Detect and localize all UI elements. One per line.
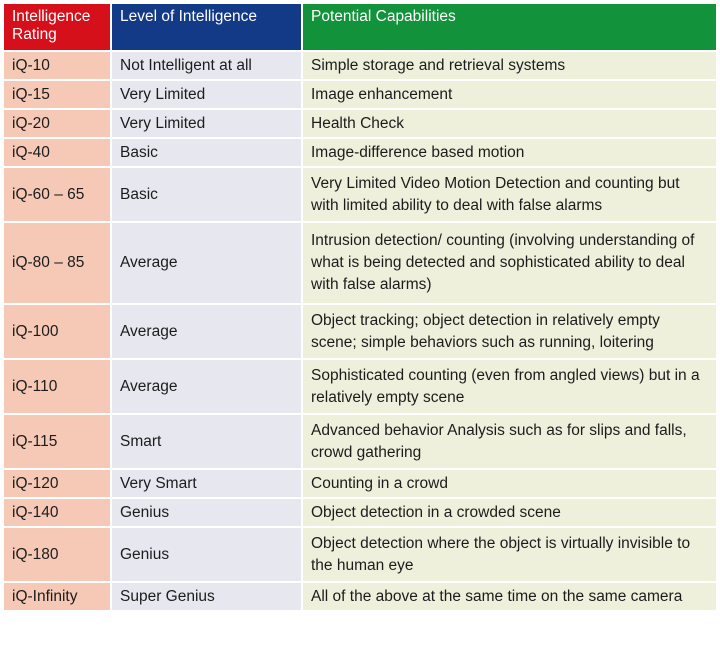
capabilities-cell: All of the above at the same time on the same camera: [302, 582, 717, 611]
table-row: [3, 359, 717, 414]
rating-cell: iQ-40: [3, 138, 111, 167]
capabilities-cell: Sophisticated counting (even from angled views) but in a relatively empty scene: [302, 359, 717, 414]
capabilities-cell: Object tracking; object detection in relatively empty scene; simple behaviors such as running, loitering: [302, 304, 717, 359]
rating-cell: iQ-115: [3, 414, 111, 469]
capabilities-cell: Object detection in a crowded scene: [302, 498, 717, 527]
table-row: [3, 498, 717, 527]
header-row: [3, 3, 717, 51]
level-cell: Genius: [111, 527, 302, 582]
level-cell: Super Genius: [111, 582, 302, 611]
capabilities-cell: Image-difference based motion: [302, 138, 717, 167]
rating-cell: iQ-120: [3, 469, 111, 498]
rating-cell: iQ-20: [3, 109, 111, 138]
capabilities-cell: Simple storage and retrieval systems: [302, 51, 717, 80]
capabilities-cell: Intrusion detection/ counting (involving understanding of what is being detected and sophisticated ability to deal with false alarms): [302, 222, 717, 304]
rating-cell: iQ-Infinity: [3, 582, 111, 611]
level-cell: Very Limited: [111, 109, 302, 138]
rating-cell: iQ-180: [3, 527, 111, 582]
capabilities-cell: Very Limited Video Motion Detection and counting but with limited ability to deal with false alarms: [302, 167, 717, 222]
level-cell: Smart: [111, 414, 302, 469]
capabilities-cell: Image enhancement: [302, 80, 717, 109]
table-row: [3, 527, 717, 582]
rating-cell: iQ-110: [3, 359, 111, 414]
table-row: [3, 469, 717, 498]
intelligence-rating-table: [2, 2, 718, 612]
table-row: [3, 582, 717, 611]
capabilities-cell: Advanced behavior Analysis such as for slips and falls, crowd gathering: [302, 414, 717, 469]
level-cell: Average: [111, 222, 302, 304]
table-row: [3, 138, 717, 167]
rating-cell: iQ-10: [3, 51, 111, 80]
header-level-of-intelligence: Level of Intelligence: [111, 3, 302, 51]
header-intelligence-rating: Intelligence Rating: [3, 3, 111, 51]
header-potential-capabilities: Potential Capabilities: [302, 3, 717, 51]
table-row: [3, 222, 717, 304]
rating-cell: iQ-60 – 65: [3, 167, 111, 222]
table-row: [3, 80, 717, 109]
table-row: [3, 109, 717, 138]
table-row: [3, 167, 717, 222]
table-row: [3, 414, 717, 469]
level-cell: Not Intelligent at all: [111, 51, 302, 80]
level-cell: Average: [111, 359, 302, 414]
capabilities-cell: Health Check: [302, 109, 717, 138]
table-row: [3, 304, 717, 359]
level-cell: Basic: [111, 167, 302, 222]
rating-cell: iQ-140: [3, 498, 111, 527]
capabilities-cell: Object detection where the object is virtually invisible to the human eye: [302, 527, 717, 582]
level-cell: Very Smart: [111, 469, 302, 498]
level-cell: Very Limited: [111, 80, 302, 109]
rating-cell: iQ-15: [3, 80, 111, 109]
level-cell: Genius: [111, 498, 302, 527]
level-cell: Average: [111, 304, 302, 359]
rating-cell: iQ-80 – 85: [3, 222, 111, 304]
table-row: [3, 51, 717, 80]
level-cell: Basic: [111, 138, 302, 167]
rating-cell: iQ-100: [3, 304, 111, 359]
capabilities-cell: Counting in a crowd: [302, 469, 717, 498]
